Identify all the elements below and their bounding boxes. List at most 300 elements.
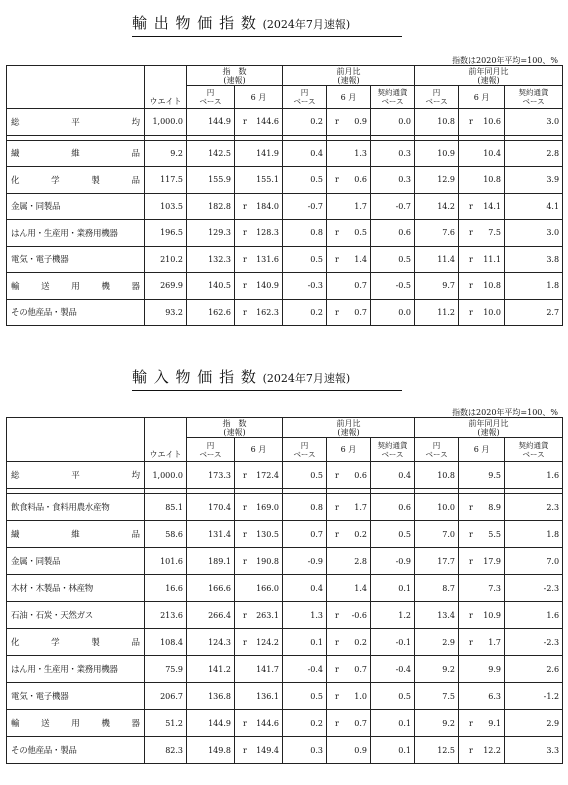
revised-mark: r: [243, 718, 247, 728]
header-yoy: [415, 66, 563, 86]
index-june-value: 190.8: [256, 556, 279, 566]
index-june-value: 184.0: [256, 201, 279, 211]
revised-mark: r: [469, 529, 473, 539]
header-index-june: 6 月: [235, 438, 283, 462]
yoy-june-value: 10.8: [483, 281, 502, 291]
mom-contract-cell: 0.5: [371, 521, 415, 548]
header-yoy-label: 前年同月比: [468, 418, 509, 428]
yoy-yen-cell: 2.9: [415, 629, 459, 656]
mom-june-value: 0.9: [354, 745, 367, 755]
weight-cell: 101.6: [145, 548, 187, 575]
header-weight: ウエイト: [145, 66, 187, 109]
revised-mark: r: [243, 201, 247, 211]
yoy-contract-cell: 1.8: [505, 521, 563, 548]
mom-june-cell: [327, 737, 371, 764]
mom-contract-cell: 0.1: [371, 710, 415, 737]
revised-mark: r: [243, 637, 247, 647]
mom-yen-cell: 0.5: [283, 167, 327, 194]
mom-june-value: 0.7: [354, 307, 367, 317]
mom-yen-cell: 0.5: [283, 683, 327, 710]
mom-june-value: 0.7: [354, 664, 367, 674]
index-yen-cell: 155.9: [187, 167, 235, 194]
mom-june-value: 0.9: [354, 117, 367, 127]
yoy-yen-cell: 10.0: [415, 494, 459, 521]
weight-cell: 1,000.0: [145, 109, 187, 136]
mom-june-cell: [327, 273, 371, 300]
table-row: [7, 521, 563, 548]
mom-june-value: 0.7: [354, 718, 367, 728]
index-june-cell: [235, 521, 283, 548]
header-index-sub: (速報): [223, 427, 246, 437]
item-label: 電気・電子機器: [7, 683, 145, 710]
mom-june-cell: [327, 629, 371, 656]
item-label: 金属・同製品: [7, 548, 145, 575]
yoy-june-cell: [459, 548, 505, 575]
yoy-yen-cell: 12.5: [415, 737, 459, 764]
header-yoy-yen: 円 ベース: [415, 438, 459, 462]
item-label: 総 平 均: [7, 109, 145, 136]
weight-cell: 210.2: [145, 246, 187, 273]
mom-yen-cell: 0.4: [283, 575, 327, 602]
mom-yen-cell: 0.5: [283, 246, 327, 273]
mom-june-cell: [327, 220, 371, 247]
revised-mark: r: [469, 556, 473, 566]
item-label: 電気・電子機器: [7, 246, 145, 273]
mom-contract-cell: 0.0: [371, 299, 415, 326]
revised-mark: r: [469, 201, 473, 211]
yoy-contract-cell: 3.0: [505, 220, 563, 247]
mom-june-value: 1.4: [354, 583, 367, 593]
header-weight: ウエイト: [145, 418, 187, 462]
revised-mark: r: [243, 610, 247, 620]
weight-cell: 206.7: [145, 683, 187, 710]
index-yen-cell: 142.5: [187, 140, 235, 167]
yoy-yen-cell: 9.7: [415, 273, 459, 300]
yoy-yen-cell: 17.7: [415, 548, 459, 575]
mom-june-cell: [327, 299, 371, 326]
weight-cell: 16.6: [145, 575, 187, 602]
revised-mark: r: [243, 228, 247, 238]
yoy-contract-cell: 1.6: [505, 602, 563, 629]
header-index: [187, 418, 283, 438]
mom-june-value: 0.6: [354, 175, 367, 185]
index-june-value: 166.0: [256, 583, 279, 593]
header-yoy-sub: (速報): [477, 427, 500, 437]
index-june-cell: [235, 629, 283, 656]
index-yen-cell: 132.3: [187, 246, 235, 273]
mom-yen-cell: 0.8: [283, 494, 327, 521]
export-title-subtitle: (2024年7月速報): [262, 18, 351, 31]
import-price-table: [6, 417, 563, 764]
yoy-june-value: 9.1: [488, 718, 502, 728]
import-title: [132, 366, 402, 391]
yoy-yen-cell: 7.6: [415, 220, 459, 247]
revised-mark: r: [243, 529, 247, 539]
table-row: [7, 683, 563, 710]
header-yoy-yen: 円 ベース: [415, 86, 459, 109]
revised-mark: r: [469, 637, 473, 647]
revised-mark: r: [243, 117, 247, 127]
mom-june-cell: [327, 548, 371, 575]
revised-mark: r: [469, 228, 473, 238]
yoy-yen-cell: 12.9: [415, 167, 459, 194]
yoy-yen-cell: 10.9: [415, 140, 459, 167]
header-mom-sub: (速報): [337, 427, 360, 437]
mom-yen-cell: 0.2: [283, 299, 327, 326]
yoy-yen-cell: 8.7: [415, 575, 459, 602]
yoy-june-value: 10.0: [483, 307, 502, 317]
item-label: 輸 送 用 機 器: [7, 710, 145, 737]
header-item-blank: [7, 66, 145, 109]
yoy-contract-cell: 2.6: [505, 656, 563, 683]
table-row: [7, 575, 563, 602]
item-label: 飲食料品・食料用農水産物: [7, 494, 145, 521]
mom-june-cell: [327, 167, 371, 194]
item-label: はん用・生産用・業務用機器: [7, 220, 145, 247]
index-june-cell: [235, 299, 283, 326]
index-yen-cell: 266.4: [187, 602, 235, 629]
index-june-value: 144.6: [256, 117, 279, 127]
mom-contract-cell: -0.7: [371, 193, 415, 220]
mom-contract-cell: 0.4: [371, 462, 415, 489]
yoy-june-cell: [459, 494, 505, 521]
mom-june-cell: [327, 494, 371, 521]
yoy-yen-cell: 11.2: [415, 299, 459, 326]
item-label: その他産品・製品: [7, 737, 145, 764]
yoy-june-cell: [459, 602, 505, 629]
mom-contract-cell: 1.2: [371, 602, 415, 629]
revised-mark: r: [335, 637, 339, 647]
yoy-june-cell: [459, 683, 505, 710]
mom-june-value: 1.4: [354, 254, 367, 264]
mom-june-cell: [327, 246, 371, 273]
yoy-contract-cell: -2.3: [505, 629, 563, 656]
total-row: [7, 109, 563, 136]
item-label: 総 平 均: [7, 462, 145, 489]
index-june-cell: [235, 575, 283, 602]
header-item-blank: [7, 418, 145, 462]
yoy-june-value: 9.9: [488, 664, 502, 674]
yoy-contract-cell: -1.2: [505, 683, 563, 710]
mom-june-value: 1.0: [354, 691, 367, 701]
index-june-cell: [235, 656, 283, 683]
yoy-june-cell: [459, 462, 505, 489]
mom-yen-cell: 0.5: [283, 462, 327, 489]
weight-cell: 82.3: [145, 737, 187, 764]
mom-june-cell: [327, 683, 371, 710]
mom-contract-cell: -0.5: [371, 273, 415, 300]
index-yen-cell: 131.4: [187, 521, 235, 548]
table-row: [7, 193, 563, 220]
yoy-june-value: 10.9: [483, 610, 502, 620]
table-row: [7, 710, 563, 737]
table-row: [7, 494, 563, 521]
revised-mark: r: [335, 117, 339, 127]
yoy-june-cell: [459, 299, 505, 326]
header-mom: [283, 418, 415, 438]
yoy-contract-cell: 2.9: [505, 710, 563, 737]
index-june-value: 131.6: [256, 254, 279, 264]
weight-cell: 93.2: [145, 299, 187, 326]
yoy-june-cell: [459, 273, 505, 300]
revised-mark: r: [243, 307, 247, 317]
index-yen-cell: 170.4: [187, 494, 235, 521]
table-row: [7, 299, 563, 326]
yoy-june-value: 9.5: [488, 470, 502, 480]
index-june-cell: [235, 193, 283, 220]
revised-mark: r: [335, 470, 339, 480]
index-june-value: 124.2: [256, 637, 279, 647]
weight-cell: 103.5: [145, 193, 187, 220]
header-mom-june: 6 月: [327, 86, 371, 109]
weight-cell: 58.6: [145, 521, 187, 548]
index-june-value: 149.4: [256, 745, 279, 755]
revised-mark: r: [243, 281, 247, 291]
mom-yen-cell: -0.3: [283, 273, 327, 300]
revised-mark: r: [469, 610, 473, 620]
index-june-value: 136.1: [256, 691, 279, 701]
mom-contract-cell: 0.5: [371, 683, 415, 710]
mom-june-value: 0.2: [354, 637, 367, 647]
yoy-yen-cell: 7.0: [415, 521, 459, 548]
mom-yen-cell: 0.1: [283, 629, 327, 656]
yoy-june-cell: [459, 629, 505, 656]
revised-mark: r: [335, 175, 339, 185]
revised-mark: r: [335, 529, 339, 539]
yoy-contract-cell: 2.7: [505, 299, 563, 326]
mom-yen-cell: 0.2: [283, 710, 327, 737]
import-note: 指数は2020年平均=100、%: [452, 408, 558, 417]
revised-mark: r: [243, 745, 247, 755]
weight-cell: 9.2: [145, 140, 187, 167]
index-yen-cell: 129.3: [187, 220, 235, 247]
index-june-value: 144.6: [256, 718, 279, 728]
item-label: はん用・生産用・業務用機器: [7, 656, 145, 683]
index-june-cell: [235, 737, 283, 764]
header-mom-label: 前月比: [336, 418, 361, 428]
export-price-table: [6, 65, 563, 326]
yoy-contract-cell: 3.9: [505, 167, 563, 194]
yoy-contract-cell: 3.0: [505, 109, 563, 136]
export-note: 指数は2020年平均=100、%: [452, 56, 558, 65]
header-yoy: [415, 418, 563, 438]
yoy-yen-cell: 11.4: [415, 246, 459, 273]
yoy-june-value: 7.3: [488, 583, 502, 593]
mom-contract-cell: 0.5: [371, 246, 415, 273]
mom-june-value: -0.6: [351, 610, 367, 620]
item-label: その他産品・製品: [7, 299, 145, 326]
yoy-yen-cell: 9.2: [415, 710, 459, 737]
total-row: [7, 462, 563, 489]
revised-mark: r: [335, 718, 339, 728]
index-june-value: 169.0: [256, 502, 279, 512]
yoy-june-cell: [459, 575, 505, 602]
header-index-june: 6 月: [235, 86, 283, 109]
item-label: 化 学 製 品: [7, 167, 145, 194]
item-label: 石油・石炭・天然ガス: [7, 602, 145, 629]
index-june-value: 172.4: [256, 470, 279, 480]
weight-cell: 85.1: [145, 494, 187, 521]
mom-yen-cell: 0.8: [283, 220, 327, 247]
revised-mark: r: [469, 745, 473, 755]
table-row: [7, 220, 563, 247]
yoy-june-cell: [459, 656, 505, 683]
index-june-cell: [235, 246, 283, 273]
weight-cell: 108.4: [145, 629, 187, 656]
header-index: [187, 66, 283, 86]
index-june-value: 162.3: [256, 307, 279, 317]
item-label: 繊 維 品: [7, 521, 145, 548]
header-yoy-contract: 契約通貨 ベース: [505, 86, 563, 109]
header-index-label: 指 数: [222, 66, 247, 76]
mom-june-value: 0.6: [354, 470, 367, 480]
yoy-june-cell: [459, 246, 505, 273]
yoy-contract-cell: 2.3: [505, 494, 563, 521]
index-june-cell: [235, 494, 283, 521]
index-june-cell: [235, 710, 283, 737]
mom-june-cell: [327, 602, 371, 629]
index-yen-cell: 173.3: [187, 462, 235, 489]
revised-mark: r: [335, 254, 339, 264]
weight-cell: 213.6: [145, 602, 187, 629]
index-june-value: 155.1: [256, 175, 279, 185]
index-june-cell: [235, 109, 283, 136]
index-june-cell: [235, 140, 283, 167]
yoy-contract-cell: 1.6: [505, 462, 563, 489]
header-mom-sub: (速報): [337, 75, 360, 85]
index-yen-cell: 144.9: [187, 109, 235, 136]
index-yen-cell: 141.2: [187, 656, 235, 683]
index-yen-cell: 124.3: [187, 629, 235, 656]
table-row: [7, 167, 563, 194]
yoy-june-cell: [459, 109, 505, 136]
revised-mark: r: [335, 307, 339, 317]
index-june-cell: [235, 220, 283, 247]
yoy-contract-cell: -2.3: [505, 575, 563, 602]
mom-contract-cell: 0.3: [371, 140, 415, 167]
revised-mark: r: [335, 610, 339, 620]
weight-cell: 75.9: [145, 656, 187, 683]
header-index-yen: 円 ベース: [187, 438, 235, 462]
yoy-june-value: 10.4: [483, 148, 502, 158]
export-title: [132, 12, 402, 37]
yoy-contract-cell: 3.8: [505, 246, 563, 273]
yoy-june-value: 10.6: [483, 117, 502, 127]
index-june-value: 140.9: [256, 281, 279, 291]
index-yen-cell: 149.8: [187, 737, 235, 764]
yoy-june-value: 7.5: [488, 228, 502, 238]
mom-contract-cell: 0.6: [371, 494, 415, 521]
revised-mark: r: [469, 307, 473, 317]
yoy-june-cell: [459, 220, 505, 247]
revised-mark: r: [243, 556, 247, 566]
table-row: [7, 246, 563, 273]
yoy-june-value: 5.5: [488, 529, 502, 539]
yoy-yen-cell: 13.4: [415, 602, 459, 629]
header-mom-june: 6 月: [327, 438, 371, 462]
yoy-june-value: 8.9: [488, 502, 502, 512]
header-index-yen: 円 ベース: [187, 86, 235, 109]
mom-contract-cell: 0.1: [371, 737, 415, 764]
item-label: 繊 維 品: [7, 140, 145, 167]
yoy-yen-cell: 7.5: [415, 683, 459, 710]
index-yen-cell: 140.5: [187, 273, 235, 300]
revised-mark: r: [469, 718, 473, 728]
weight-cell: 269.9: [145, 273, 187, 300]
index-june-value: 263.1: [256, 610, 279, 620]
mom-june-cell: [327, 462, 371, 489]
mom-june-value: 1.7: [354, 201, 367, 211]
yoy-june-cell: [459, 167, 505, 194]
index-june-cell: [235, 602, 283, 629]
revised-mark: r: [469, 117, 473, 127]
yoy-contract-cell: 2.8: [505, 140, 563, 167]
header-yoy-sub: (速報): [477, 75, 500, 85]
item-label: 木材・木製品・林産物: [7, 575, 145, 602]
import-title-text: 輸 入 物 価 指 数: [132, 368, 257, 386]
header-mom-label: 前月比: [336, 66, 361, 76]
mom-contract-cell: 0.3: [371, 167, 415, 194]
yoy-june-cell: [459, 193, 505, 220]
table-row: [7, 737, 563, 764]
revised-mark: r: [469, 254, 473, 264]
header-mom-yen: 円 ベース: [283, 86, 327, 109]
revised-mark: r: [243, 470, 247, 480]
mom-yen-cell: 0.2: [283, 109, 327, 136]
mom-june-cell: [327, 575, 371, 602]
yoy-yen-cell: 10.8: [415, 462, 459, 489]
index-june-value: 130.5: [256, 529, 279, 539]
mom-june-cell: [327, 140, 371, 167]
mom-contract-cell: -0.1: [371, 629, 415, 656]
yoy-june-cell: [459, 710, 505, 737]
header-index-sub: (速報): [223, 75, 246, 85]
yoy-june-value: 10.8: [483, 175, 502, 185]
yoy-yen-cell: 10.8: [415, 109, 459, 136]
index-june-cell: [235, 548, 283, 575]
header-yoy-june: 6 月: [459, 86, 505, 109]
mom-june-cell: [327, 521, 371, 548]
mom-june-value: 0.2: [354, 529, 367, 539]
revised-mark: r: [469, 281, 473, 291]
header-mom-contract: 契約通貨 ベース: [371, 86, 415, 109]
yoy-yen-cell: 14.2: [415, 193, 459, 220]
revised-mark: r: [243, 254, 247, 264]
table-row: [7, 140, 563, 167]
yoy-june-cell: [459, 737, 505, 764]
item-label: 化 学 製 品: [7, 629, 145, 656]
header-yoy-contract: 契約通貨 ベース: [505, 438, 563, 462]
table-row: [7, 273, 563, 300]
weight-cell: 51.2: [145, 710, 187, 737]
mom-june-cell: [327, 710, 371, 737]
mom-yen-cell: -0.7: [283, 193, 327, 220]
import-title-subtitle: (2024年7月速報): [262, 372, 351, 385]
index-yen-cell: 162.6: [187, 299, 235, 326]
revised-mark: r: [335, 228, 339, 238]
mom-june-cell: [327, 109, 371, 136]
yoy-june-cell: [459, 521, 505, 548]
revised-mark: r: [243, 502, 247, 512]
yoy-contract-cell: 7.0: [505, 548, 563, 575]
export-title-text: 輸 出 物 価 指 数: [132, 14, 257, 32]
yoy-june-value: 1.7: [488, 637, 502, 647]
header-mom-contract: 契約通貨 ベース: [371, 438, 415, 462]
index-yen-cell: 144.9: [187, 710, 235, 737]
index-june-cell: [235, 683, 283, 710]
mom-contract-cell: -0.4: [371, 656, 415, 683]
weight-cell: 117.5: [145, 167, 187, 194]
